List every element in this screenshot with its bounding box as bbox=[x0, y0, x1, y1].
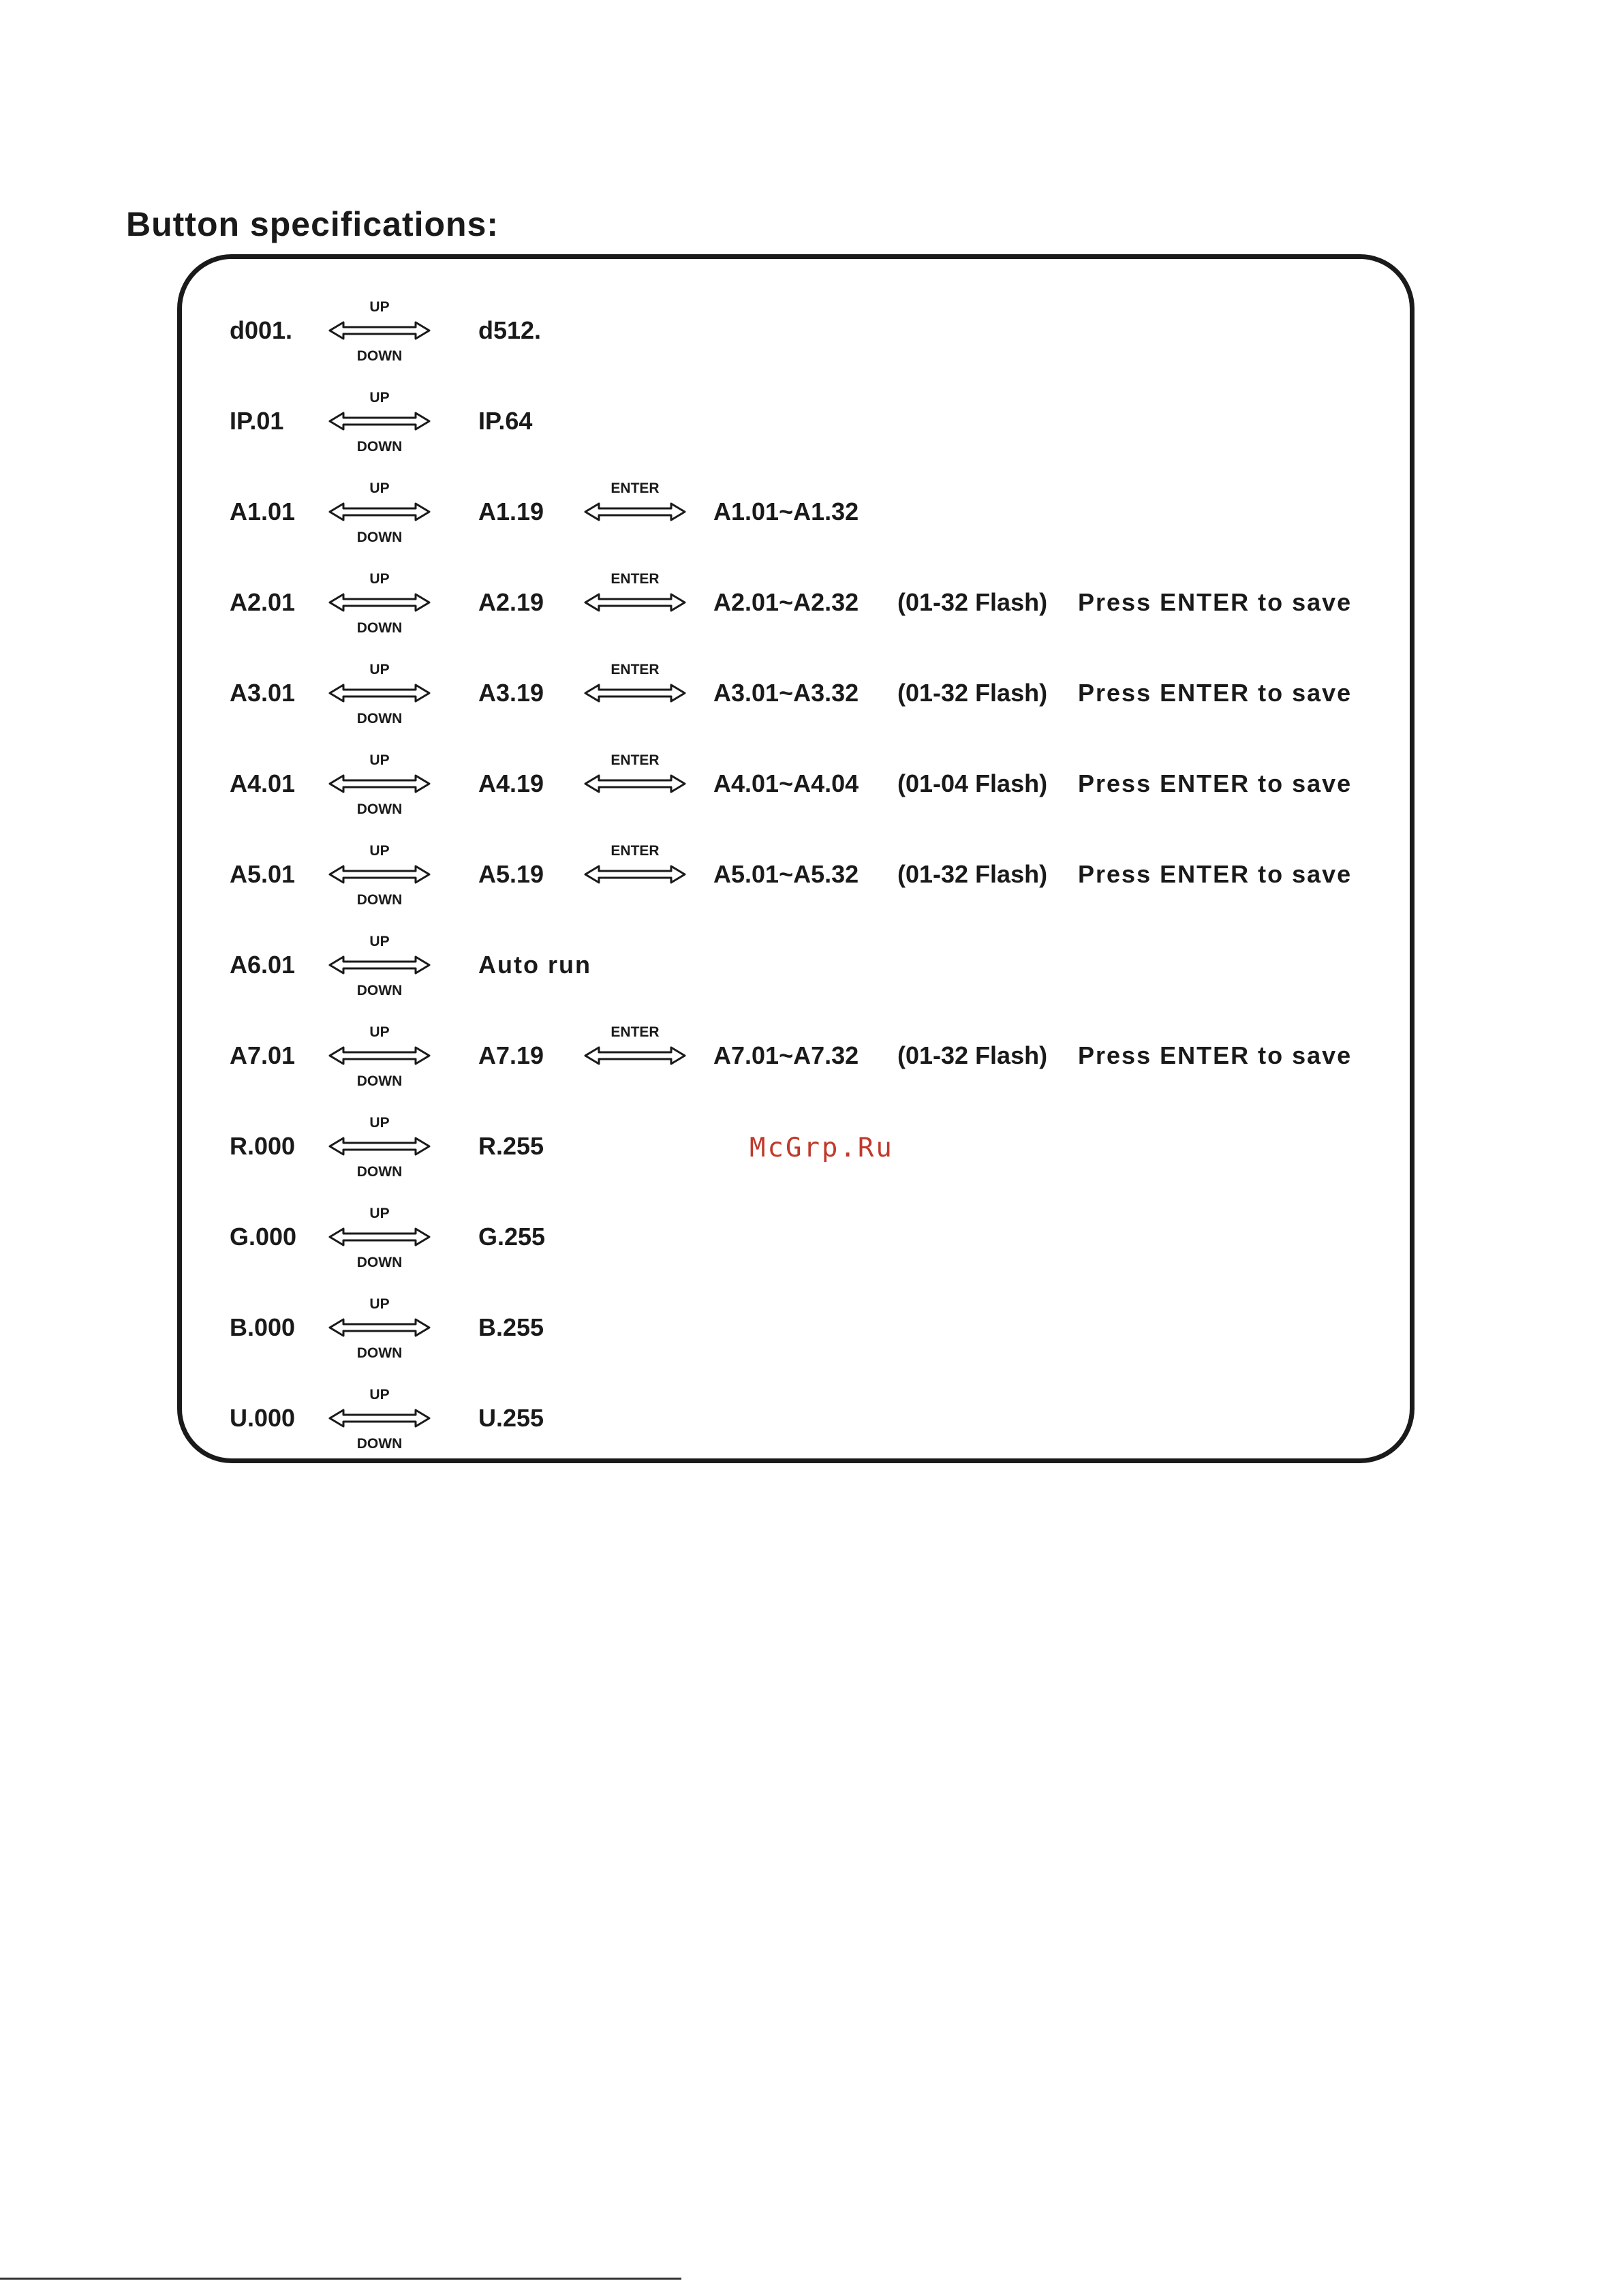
flash-note: (01-04 Flash) bbox=[897, 769, 1048, 797]
enter-arrow-icon bbox=[584, 1015, 686, 1097]
down-label: DOWN bbox=[356, 348, 403, 364]
save-instruction: Press ENTER to save bbox=[1078, 679, 1352, 707]
up-down-arrow-icon bbox=[328, 833, 431, 915]
up-down-arrow-icon bbox=[328, 924, 431, 1006]
up-label: UP bbox=[369, 843, 390, 859]
down-label: DOWN bbox=[356, 983, 403, 998]
flash-note: (01-32 Flash) bbox=[897, 1041, 1048, 1069]
save-instruction: Press ENTER to save bbox=[1078, 769, 1352, 797]
spec-row bbox=[182, 1015, 1410, 1097]
end-value: A1.19 bbox=[478, 498, 544, 525]
start-value: A7.01 bbox=[230, 1041, 296, 1069]
range-value: A1.01~A1.32 bbox=[713, 498, 859, 525]
end-value: A3.19 bbox=[478, 679, 544, 707]
spec-row bbox=[182, 562, 1410, 643]
down-label: DOWN bbox=[356, 439, 403, 455]
down-label: DOWN bbox=[356, 1255, 403, 1270]
spec-row bbox=[182, 471, 1410, 553]
down-label: DOWN bbox=[356, 1436, 403, 1452]
end-value: Auto run bbox=[478, 951, 591, 979]
up-label: UP bbox=[369, 1115, 390, 1131]
up-down-arrow-icon bbox=[328, 1105, 431, 1187]
end-value: A5.19 bbox=[478, 860, 544, 888]
up-down-arrow-icon bbox=[328, 471, 431, 553]
end-value: IP.64 bbox=[478, 407, 533, 435]
down-label: DOWN bbox=[356, 892, 403, 908]
enter-arrow-icon bbox=[584, 471, 686, 553]
up-down-arrow-icon bbox=[328, 1287, 431, 1368]
up-label: UP bbox=[369, 480, 390, 496]
down-label: DOWN bbox=[356, 530, 403, 545]
end-value: d512. bbox=[478, 316, 542, 344]
spec-row bbox=[182, 1287, 1410, 1368]
up-down-arrow-icon bbox=[328, 380, 431, 462]
down-label: DOWN bbox=[356, 1345, 403, 1361]
end-value: R.255 bbox=[478, 1132, 544, 1160]
up-label: UP bbox=[369, 662, 390, 677]
enter-label: ENTER bbox=[610, 843, 660, 859]
enter-label: ENTER bbox=[610, 480, 660, 496]
enter-arrow-icon bbox=[584, 743, 686, 825]
save-instruction: Press ENTER to save bbox=[1078, 860, 1352, 888]
end-value: A2.19 bbox=[478, 588, 544, 616]
up-down-arrow-icon bbox=[328, 290, 431, 371]
up-down-arrow-icon bbox=[328, 1377, 431, 1459]
start-value: A1.01 bbox=[230, 498, 296, 525]
start-value: R.000 bbox=[230, 1132, 296, 1160]
spec-row bbox=[182, 1377, 1410, 1459]
enter-label: ENTER bbox=[610, 571, 660, 587]
down-label: DOWN bbox=[356, 711, 403, 726]
start-value: A6.01 bbox=[230, 951, 296, 979]
up-down-arrow-icon bbox=[328, 1015, 431, 1097]
up-label: UP bbox=[369, 390, 390, 405]
spec-row bbox=[182, 652, 1410, 734]
save-instruction: Press ENTER to save bbox=[1078, 1041, 1352, 1069]
range-value: A4.01~A4.04 bbox=[713, 769, 859, 797]
up-label: UP bbox=[369, 1296, 390, 1312]
up-label: UP bbox=[369, 934, 390, 949]
enter-label: ENTER bbox=[610, 1024, 660, 1040]
enter-label: ENTER bbox=[610, 662, 660, 677]
start-value: A3.01 bbox=[230, 679, 296, 707]
up-label: UP bbox=[369, 299, 390, 315]
flash-note: (01-32 Flash) bbox=[897, 679, 1048, 707]
flash-note: (01-32 Flash) bbox=[897, 588, 1048, 616]
down-label: DOWN bbox=[356, 801, 403, 817]
up-label: UP bbox=[369, 1387, 390, 1403]
section-heading: Button specifications: bbox=[126, 205, 499, 243]
start-value: G.000 bbox=[230, 1223, 297, 1251]
range-value: A7.01~A7.32 bbox=[713, 1041, 859, 1069]
enter-arrow-icon bbox=[584, 652, 686, 734]
start-value: A4.01 bbox=[230, 769, 296, 797]
start-value: IP.01 bbox=[230, 407, 284, 435]
down-label: DOWN bbox=[356, 620, 403, 636]
save-instruction: Press ENTER to save bbox=[1078, 588, 1352, 616]
button-spec-panel bbox=[177, 254, 1415, 1463]
footer-divider bbox=[0, 2278, 681, 2280]
up-down-arrow-icon bbox=[328, 743, 431, 825]
range-value: A2.01~A2.32 bbox=[713, 588, 859, 616]
spec-row bbox=[182, 290, 1410, 371]
start-value: U.000 bbox=[230, 1404, 296, 1432]
flash-note: (01-32 Flash) bbox=[897, 860, 1048, 888]
up-label: UP bbox=[369, 1024, 390, 1040]
end-value: A4.19 bbox=[478, 769, 544, 797]
down-label: DOWN bbox=[356, 1073, 403, 1089]
end-value: U.255 bbox=[478, 1404, 544, 1432]
spec-row bbox=[182, 743, 1410, 825]
start-value: d001. bbox=[230, 316, 293, 344]
enter-arrow-icon bbox=[584, 833, 686, 915]
spec-row bbox=[182, 833, 1410, 915]
up-label: UP bbox=[369, 571, 390, 587]
watermark: McGrp.Ru bbox=[749, 1133, 894, 1163]
end-value: G.255 bbox=[478, 1223, 546, 1251]
down-label: DOWN bbox=[356, 1164, 403, 1180]
spec-row bbox=[182, 1196, 1410, 1278]
start-value: A5.01 bbox=[230, 860, 296, 888]
up-down-arrow-icon bbox=[328, 1196, 431, 1278]
spec-row bbox=[182, 380, 1410, 462]
enter-label: ENTER bbox=[610, 752, 660, 768]
up-down-arrow-icon bbox=[328, 652, 431, 734]
start-value: B.000 bbox=[230, 1313, 296, 1341]
range-value: A3.01~A3.32 bbox=[713, 679, 859, 707]
enter-arrow-icon bbox=[584, 562, 686, 643]
end-value: A7.19 bbox=[478, 1041, 544, 1069]
up-label: UP bbox=[369, 1206, 390, 1221]
up-label: UP bbox=[369, 752, 390, 768]
start-value: A2.01 bbox=[230, 588, 296, 616]
spec-row bbox=[182, 924, 1410, 1006]
range-value: A5.01~A5.32 bbox=[713, 860, 859, 888]
end-value: B.255 bbox=[478, 1313, 544, 1341]
up-down-arrow-icon bbox=[328, 562, 431, 643]
